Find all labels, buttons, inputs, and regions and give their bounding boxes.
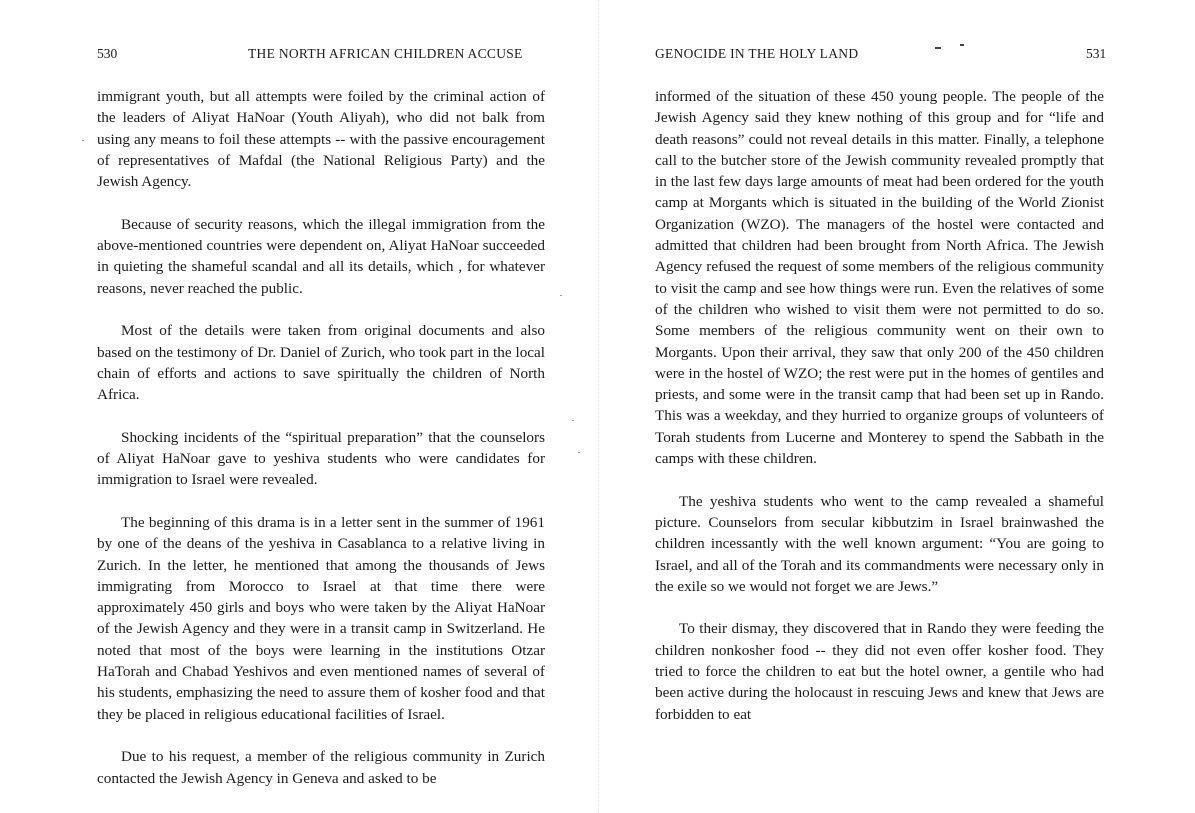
right-paragraph-2: The yeshiva students who went to the camp revealed a shameful picture. Counselors from secular kibbutzim in Israel brainwashed the children incessantly with the well known argument: “You are going to Israel, and all of the Torah and its commandments were necessary only in the exile so we would not forget we are Jews.” — [655, 492, 1104, 595]
scan-speck — [82, 140, 84, 141]
left-running-head: THE NORTH AFRICAN CHILDREN ACCUSE — [248, 46, 523, 61]
left-page-number: 530 — [97, 46, 118, 61]
left-paragraph-1: immigrant youth, but all attempts were foiled by the criminal action of the leaders of Aliyat HaNoar (Youth Aliyah), who did not balk from using any means to foil these attempts -- with the passive encouragement of representatives of Mafdal (the National Religious Party) and the Jewish Agency. — [97, 88, 545, 191]
left-paragraph-3: Most of the details were taken from original documents and also based on the testimony of Dr. Daniel of Zurich, who took part in the local chain of efforts and actions to save spiritually the children of North Africa. — [97, 322, 545, 404]
right-page-number: 531 — [1086, 46, 1107, 61]
scan-speck — [935, 47, 941, 49]
right-running-head: GENOCIDE IN THE HOLY LAND — [655, 46, 859, 61]
left-paragraph-4: Shocking incidents of the “spiritual preparation” that the counselors of Aliyat HaNoar gave to yeshiva students who were candidates for immigration to Israel were revealed. — [97, 428, 545, 489]
right-paragraph-1: informed of the situation of these 450 young people. The people of the Jewish Agency said they knew nothing of this group and for “life and death reasons” could not reveal details in this matter. Finally, a telephone call to the butcher store of the Jewish community revealed promptly that in the last few days large amounts of meat had been ordered for the youth camp at Morgants which is situated in the building of the World Zionist Organization (WZO). The managers of the hostel were contacted and admitted that children had been brought from North Africa. The Jewish Agency refused the request of some members of the religious community to visit the camp and see how things were run. Even the relatives of some of the children who wished to visit them were not permitted to do so. Some members of the religious community went on their own to Morgants. Upon their arrival, they saw that only 200 of the 450 children were in the hostel of WZO; the rest were put in the homes of gentiles and priests, and some were in the transit camp that had been set up in Rando. This was a weekday, and they hurried to organize groups of volunteers of Torah students from Lucerne and Monterey to spend the Sabbath in the camps with these children. — [655, 88, 1104, 468]
left-body-text — [97, 86, 545, 789]
scan-speck — [578, 452, 580, 453]
left-paragraph-6: Due to his request, a member of the religious community in Zurich contacted the Jewish Agency in Geneva and asked to be — [97, 748, 545, 787]
scan-speck — [572, 420, 574, 421]
left-paragraph-2: Because of security reasons, which the illegal immigration from the above-mentioned countries were dependent on, Aliyat HaNoar succeeded in quieting the shameful scandal and all its details, which , for whatever reasons, never reached the public. — [97, 215, 545, 297]
scan-speck — [960, 44, 964, 46]
right-paragraph-3: To their dismay, they discovered that in Rando they were feeding the children nonkosher food -- they did not even offer kosher food. They tried to force the children to eat but the hotel owner, a gentile who had been active during the holocaust in rescuing Jews and knew that Jews are forbidden to eat — [655, 620, 1104, 723]
right-body-text — [655, 86, 1104, 725]
scan-speck — [560, 295, 562, 296]
right-page — [600, 0, 1195, 813]
left-paragraph-5: The beginning of this drama is in a letter sent in the summer of 1961 by one of the deans of the yeshiva in Casablanca to a relative living in Zurich. In the letter, he mentioned that among the thousands of Jews immigrating from Morocco to Israel at that time there were approximately 450 girls and boys who were taken by the Aliyat HaNoar of the Jewish Agency and they were in a transit camp in Switzerland. He noted that most of the boys were learning in the institutions Otzar HaTorah and Chabad Yeshivos and even mentioned names of several of his students, emphasizing the need to assure them of kosher food and that they be placed in religious educational facilities of Israel. — [97, 513, 545, 723]
